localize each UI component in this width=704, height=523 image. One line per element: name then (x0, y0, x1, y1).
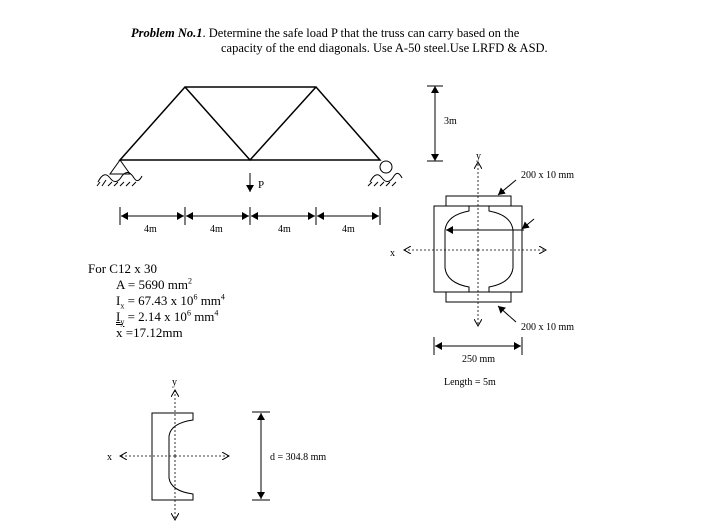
span-label-3: 4m (278, 224, 291, 235)
span-label-4: 4m (342, 224, 355, 235)
width-label: 250 mm (462, 354, 496, 365)
top-plate-leader (498, 180, 516, 195)
problem-text-line1: . Determine the safe load P that the truss can carry based on the (202, 26, 520, 40)
iy-value: $I_y = 2.14$ x $10^6$ $mm^4$ (116, 308, 219, 327)
right-support-ground (368, 173, 402, 186)
right-roller-support (380, 161, 392, 173)
channel-axis-y: y (172, 377, 177, 388)
height-label: 3m (444, 116, 457, 127)
built-up-axes (404, 162, 546, 326)
truss-diagram (120, 87, 380, 160)
load-label: P (258, 179, 265, 191)
ix-value: $I_x = 67.43$ x $10^6$ $mm^4$ (116, 292, 225, 311)
area-value: A = 5690 $mm^2$ (116, 276, 192, 292)
top-plate-label: 200 x 10 mm (521, 170, 575, 181)
height-dimension (427, 86, 443, 161)
problem-label: Problem No.1 (131, 26, 203, 40)
top-plate (446, 196, 511, 206)
width-dimension (434, 337, 522, 355)
problem-text-line2: capacity of the end diagonals. Use A-50 steel.Use LRFD & ASD. (221, 41, 548, 55)
length-label: Length = 5m (444, 377, 496, 388)
channel-shape (152, 413, 193, 500)
bottom-plate (446, 292, 511, 302)
channel-heading: For C12 x 30 (88, 261, 157, 276)
built-up-axis-y: y (476, 151, 481, 162)
channel-axis-x: x (107, 452, 112, 463)
span-label-2: 4m (210, 224, 223, 235)
xbar-value: $\overline{x} =17.12mm$ (116, 325, 183, 340)
left-channel (434, 206, 469, 292)
channel-section (152, 413, 193, 500)
depth-label: d = 304.8 mm (270, 452, 327, 463)
truss-members (120, 87, 380, 160)
span-label-1: 4m (144, 224, 157, 235)
right-channel (489, 206, 522, 292)
inner-leader (522, 219, 534, 229)
bottom-plate-leader (498, 306, 516, 322)
bottom-plate-label: 200 x 10 mm (521, 322, 575, 333)
built-up-axis-x: x (390, 248, 395, 259)
depth-dimension (252, 412, 270, 500)
span-dimensions (120, 207, 380, 225)
left-pin-support (110, 160, 130, 174)
